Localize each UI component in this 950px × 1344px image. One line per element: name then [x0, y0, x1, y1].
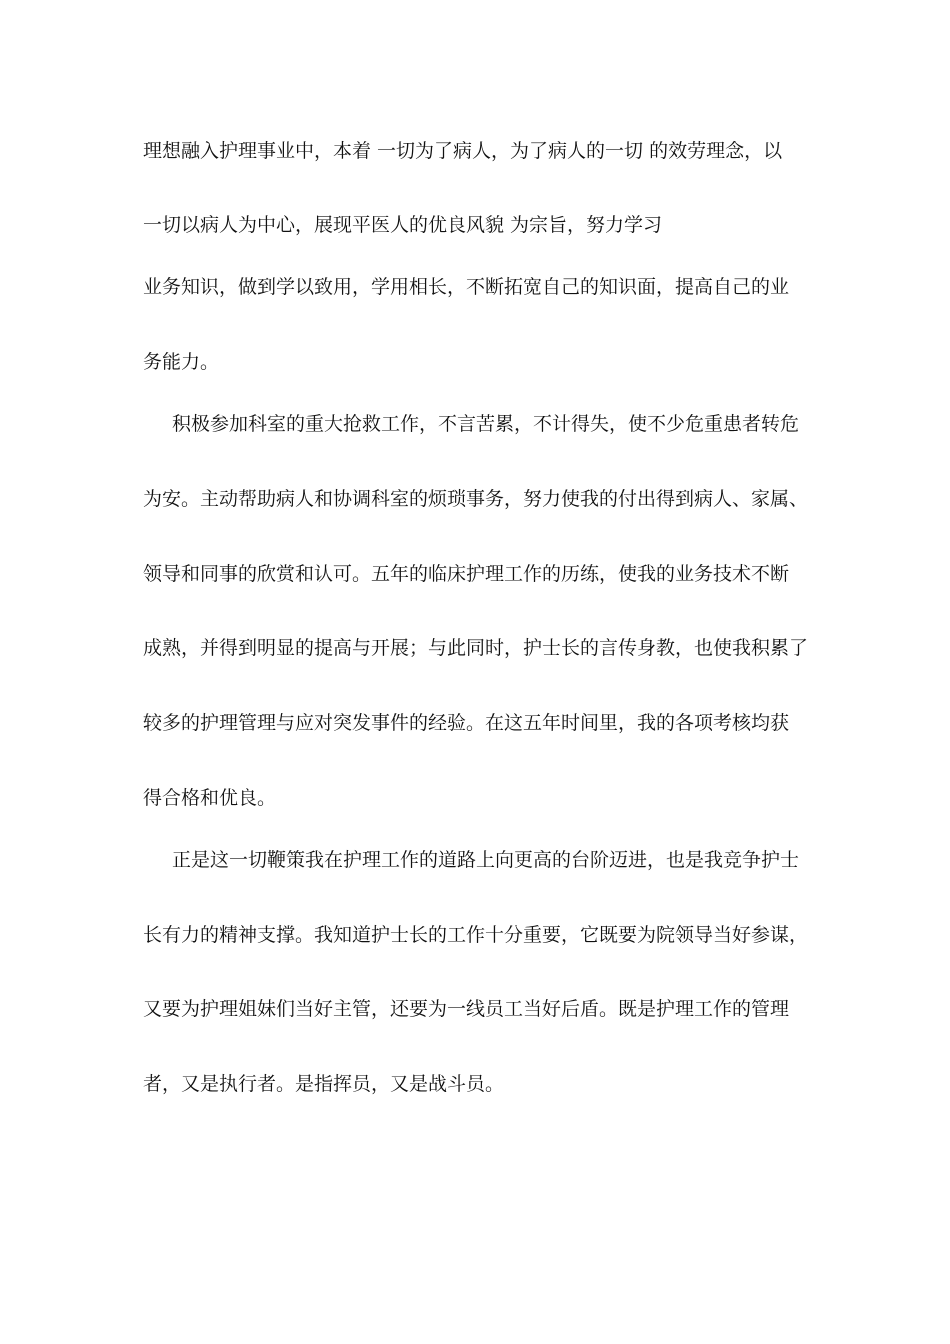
text-line: 长有力的精神支撑。我知道护士长的工作十分重要，它既要为院领导当好参谋， — [143, 924, 809, 946]
text-line: 业务知识，做到学以致用，学用相长，不断拓宽自己的知识面，提高自己的业 — [143, 276, 790, 298]
text-line: 较多的护理管理与应对突发事件的经验。在这五年时间里，我的各项考核均获 — [143, 712, 790, 734]
text-line: 领导和同事的欣赏和认可。五年的临床护理工作的历练，使我的业务技术不断 — [143, 563, 790, 585]
text-line: 务能力。 — [143, 351, 220, 373]
paragraph-first-line: 正是这一切鞭策我在护理工作的道路上向更高的台阶迈进，也是我竞争护士 — [172, 849, 800, 871]
text-line: 理想融入护理事业中，本着 一切为了病人，为了病人的一切 的效劳理念，以 — [143, 140, 783, 162]
text-line: 成熟，并得到明显的提高与开展；与此同时，护士长的言传身教，也使我积累了 — [143, 637, 809, 659]
text-line: 又要为护理姐妹们当好主管，还要为一线员工当好后盾。既是护理工作的管理 — [143, 998, 790, 1020]
text-line: 为安。主动帮助病人和协调科室的烦琐事务，努力使我的付出得到病人、家属、 — [143, 488, 809, 510]
text-line: 者，又是执行者。是指挥员，又是战斗员。 — [143, 1073, 505, 1095]
paragraph-first-line: 积极参加科室的重大抢救工作，不言苦累，不计得失，使不少危重患者转危 — [172, 413, 800, 435]
text-line: 得合格和优良。 — [143, 787, 277, 809]
text-line: 一切以病人为中心，展现平医人的优良风貌 为宗旨，努力学习 — [143, 214, 663, 236]
